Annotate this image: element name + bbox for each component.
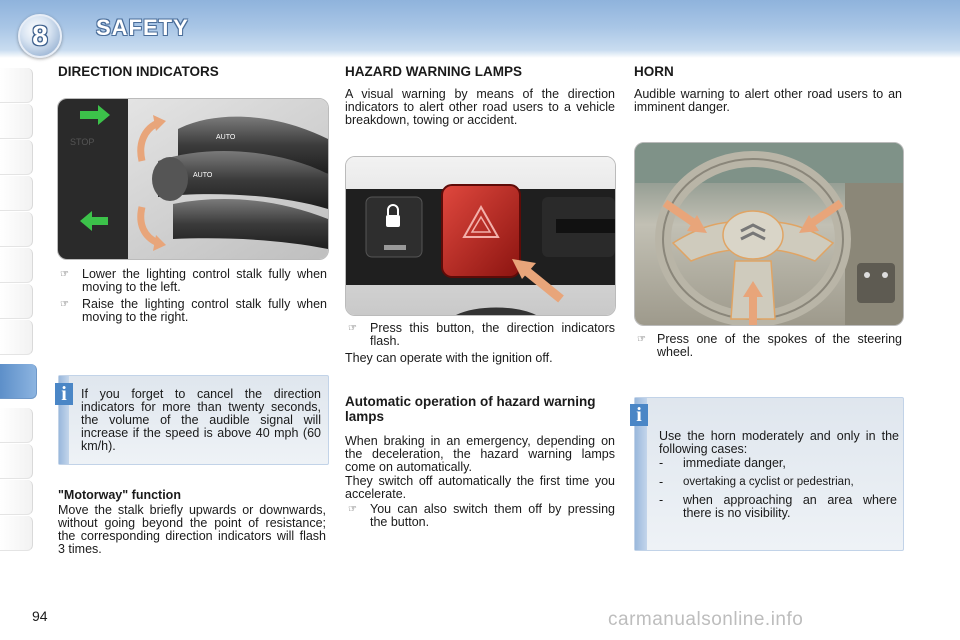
list-item: - <box>659 493 664 507</box>
chapter-tab[interactable] <box>0 104 33 139</box>
info-text: If you forget to cancel the direction indicators for more than twenty seconds, the volume of the audible signal will increase if the speed is above 40 mph (60 km/h). <box>81 387 321 453</box>
hazard-button-photo <box>345 156 616 316</box>
motorway-heading: "Motorway" function <box>58 488 181 502</box>
stalk-label: AUTO <box>216 134 236 141</box>
bullet-item <box>348 503 615 531</box>
steering-wheel-photo <box>634 142 904 326</box>
direction-indicators-heading: DIRECTION INDICATORS <box>58 64 219 79</box>
ignition-text: They can operate with the ignition off. <box>345 351 553 365</box>
switch-off-text: They switch off automatically the first time you accelerate. <box>345 474 615 501</box>
horn-intro: Audible warning to alert other road users to an imminent danger. <box>634 87 902 114</box>
chapter-tab[interactable] <box>0 248 33 283</box>
bullet-icon: ☞ <box>348 504 357 515</box>
chapter-tabs <box>0 68 34 576</box>
page-number: 94 <box>32 608 48 624</box>
page-title: SAFETY <box>96 15 189 40</box>
bullet-icon: ☞ <box>637 334 646 345</box>
list-item-text: immediate danger, <box>683 456 786 470</box>
stalk-label: AUTO <box>193 172 213 179</box>
info-icon: i <box>55 383 73 405</box>
bullet-text: Press this button, the direction indicators flash. <box>370 321 615 348</box>
bullet-text: Press one of the spokes of the steering wheel. <box>657 332 902 359</box>
list-item: - <box>659 456 664 470</box>
stalk-photo <box>57 98 329 260</box>
list-item: - <box>659 475 664 489</box>
info-box <box>58 375 329 465</box>
info-icon: i <box>630 404 648 426</box>
watermark: carmanualsonline.info <box>608 609 804 630</box>
svg-text:STOP: STOP <box>70 137 95 147</box>
horn-info-intro: Use the horn moderately and only in the following cases: <box>659 429 899 456</box>
bullet-item <box>348 322 615 350</box>
list-item-text: overtaking a cyclist or pedestrian, <box>683 476 854 488</box>
chapter-tab[interactable] <box>0 212 33 247</box>
hazard-intro: A visual warning by means of the direction indicators to alert other road users to a vehicle breakdown, towing or accident. <box>345 87 615 127</box>
chapter-tab[interactable] <box>0 320 33 355</box>
hazard-heading: HAZARD WARNING LAMPS <box>345 64 522 79</box>
auto-hazard-text: When braking in an emergency, depending on the deceleration, the hazard warning lamps come on automatically. <box>345 434 615 474</box>
bullet-text: Lower the lighting control stalk fully when moving to the left. <box>82 267 327 294</box>
chapter-tab[interactable] <box>0 480 33 515</box>
bullet-text: Raise the lighting control stalk fully when moving to the right. <box>82 297 327 324</box>
horn-heading: HORN <box>634 64 674 79</box>
chapter-tab[interactable] <box>0 444 33 479</box>
horn-info-box <box>634 397 904 551</box>
bullet-item <box>60 268 327 296</box>
auto-hazard-heading: Automatic operation of hazard warning lamps <box>345 394 596 424</box>
chapter-tab[interactable] <box>0 140 33 175</box>
chapter-badge <box>18 14 62 58</box>
bullet-item <box>637 333 902 361</box>
bullet-text: You can also switch them off by pressing the button. <box>370 502 615 529</box>
bullet-icon: ☞ <box>348 323 357 334</box>
motorway-text: Move the stalk briefly upwards or downwards, without going beyond the point of resistance; the corresponding direction indicators will flash 3 times. <box>58 503 326 556</box>
chapter-tab[interactable] <box>0 176 33 211</box>
chapter-tab[interactable] <box>0 284 33 319</box>
bullet-item <box>60 298 327 326</box>
chapter-number: 8 <box>32 20 48 51</box>
bullet-icon: ☞ <box>60 299 69 310</box>
list-item-text: when approaching an area where there is no visibility. <box>683 493 897 520</box>
chapter-tab-active[interactable] <box>0 364 37 399</box>
bullet-icon: ☞ <box>60 269 69 280</box>
chapter-tab[interactable] <box>0 516 33 551</box>
lock-icon <box>386 215 400 227</box>
chapter-tab[interactable] <box>0 68 33 103</box>
header-shadow <box>0 50 960 58</box>
chapter-tab[interactable] <box>0 408 33 443</box>
